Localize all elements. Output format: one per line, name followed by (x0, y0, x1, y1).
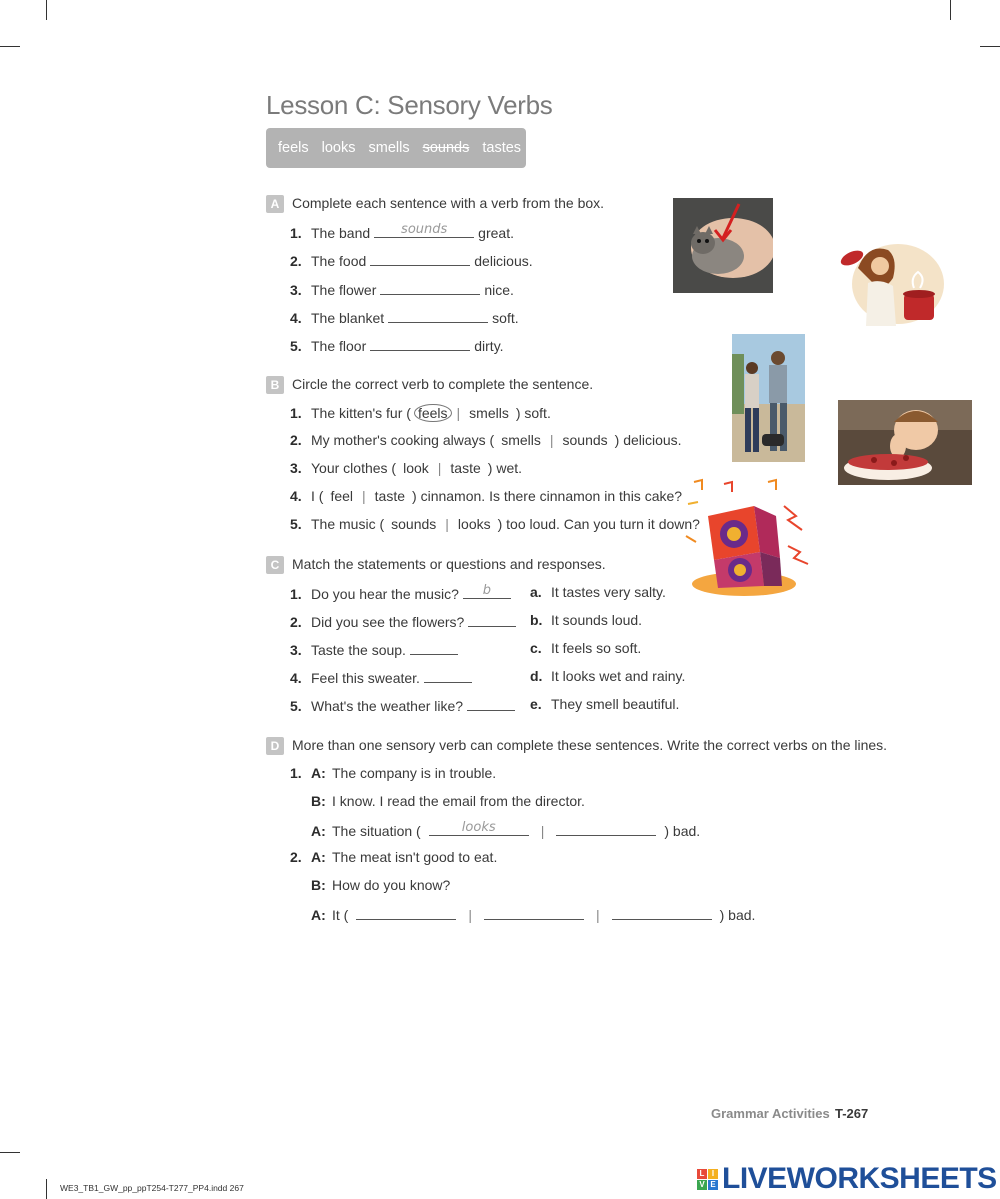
crop-mark (0, 46, 20, 47)
section-badge: C (266, 556, 284, 574)
item-text: delicious. (474, 253, 533, 269)
match-question (290, 640, 462, 658)
choice-separator: | (445, 516, 449, 532)
answer-blank[interactable] (380, 280, 480, 295)
footer-page-number: T-267 (835, 1106, 869, 1121)
item-number: 1. (290, 405, 302, 421)
dialog-text: ) bad. (719, 907, 756, 923)
answer-blank[interactable] (374, 223, 474, 238)
item-text: dirty. (474, 338, 504, 354)
answer-blank[interactable] (463, 584, 511, 599)
speaker-label: A: (311, 907, 326, 923)
answer-blank[interactable] (424, 668, 472, 683)
response-letter: e. (530, 696, 542, 712)
response-letter: b. (530, 612, 543, 628)
response-text: It feels so soft. (551, 640, 642, 656)
item-text: The blanket (311, 310, 385, 326)
crop-mark (46, 1179, 47, 1199)
item-number: 1. (290, 225, 302, 241)
speaker-label: B: (311, 793, 326, 809)
baby-cake-photo (838, 400, 972, 485)
dialog-line (290, 765, 496, 781)
word-box-item: tastes (482, 140, 522, 156)
item-text: ) delicious. (614, 432, 682, 448)
choice-separator: | (456, 405, 461, 421)
exercise-item (290, 223, 514, 241)
crop-mark (0, 1152, 20, 1153)
answer-blank[interactable] (467, 696, 515, 711)
section-instruction: Complete each sentence with a verb from the box. (292, 195, 605, 211)
dialog-line (311, 821, 700, 839)
exercise-item (290, 488, 682, 504)
item-number: 2. (290, 432, 302, 448)
brand-name: LIVEWORKSHEETS (722, 1162, 997, 1195)
dialog-text: The meat isn't good to eat. (332, 849, 498, 865)
choice-option[interactable]: smells (469, 405, 509, 421)
dialog-line (311, 793, 585, 809)
answer-blank[interactable] (388, 308, 488, 323)
logo-letter: L (697, 1169, 707, 1179)
speaker-label: A: (311, 765, 326, 781)
exercise-item (290, 432, 682, 448)
item-text: ) cinnamon. Is there cinnamon in this cake? (412, 488, 683, 504)
dialog-line (290, 849, 497, 865)
match-response (530, 640, 641, 656)
choice-separator: | (468, 907, 472, 923)
item-text: great. (478, 225, 514, 241)
answer-blank[interactable] (370, 336, 470, 351)
item-text: Do you hear the music? (311, 586, 459, 602)
item-number: 4. (290, 488, 302, 504)
choice-option[interactable]: smells (501, 432, 541, 448)
item-text: The flower (311, 282, 377, 298)
answer-blank[interactable] (429, 821, 529, 836)
answer-blank[interactable] (370, 251, 470, 266)
crop-mark (950, 0, 951, 20)
exercise-item (290, 404, 551, 422)
dialog-text: How do you know? (332, 877, 451, 893)
couple-photo (732, 334, 805, 462)
match-question (290, 696, 519, 714)
section-badge: D (266, 737, 284, 755)
item-text: nice. (484, 282, 514, 298)
item-text: What's the weather like? (311, 698, 464, 714)
section-instruction: Circle the correct verb to complete the sentence. (292, 376, 594, 392)
dialog-text: The company is in trouble. (332, 765, 497, 781)
section-instruction: Match the statements or questions and responses. (292, 556, 606, 572)
response-text: It looks wet and rainy. (551, 668, 686, 684)
response-text: It sounds loud. (551, 612, 643, 628)
answer-text: sounds (401, 222, 448, 237)
choice-separator: | (549, 432, 554, 448)
item-number: 5. (290, 516, 302, 532)
answer-blank[interactable] (484, 905, 584, 920)
section-instruction: More than one sensory verb can complete these sentences. Write the correct verbs on the lines. (292, 737, 888, 753)
speakers-illustration (684, 476, 812, 598)
item-text: Your clothes ( (311, 460, 397, 476)
word-box-item: smells (368, 140, 410, 156)
liveworksheets-logo-icon (697, 1169, 718, 1190)
exercise-item (290, 308, 519, 326)
response-letter: c. (530, 640, 542, 656)
answer-blank[interactable] (556, 821, 656, 836)
word-box-item: feels (278, 140, 309, 156)
choice-option[interactable]: taste (450, 460, 481, 476)
crop-mark (980, 46, 1000, 47)
answer-blank[interactable] (612, 905, 712, 920)
item-number: 1. (290, 765, 302, 781)
answer-blank[interactable] (410, 640, 458, 655)
dialog-line (311, 877, 450, 893)
exercise-item (290, 460, 522, 476)
file-slug: WE3_TB1_GW_pp_ppT254-T277_PP4.indd 267 (60, 1183, 244, 1193)
item-number: 5. (290, 698, 302, 714)
logo-letter: E (708, 1180, 718, 1190)
item-number: 3. (290, 460, 302, 476)
answer-text: b (482, 583, 491, 598)
item-text: The floor (311, 338, 367, 354)
choice-option-selected[interactable]: feels (414, 404, 452, 422)
response-letter: a. (530, 584, 542, 600)
item-number: 4. (290, 310, 302, 326)
match-question (290, 612, 520, 630)
item-text: The music ( (311, 516, 385, 532)
choice-separator: | (362, 488, 366, 504)
exercise-item (290, 516, 700, 532)
speaker-label: A: (311, 823, 326, 839)
exercise-item (290, 251, 533, 269)
item-number: 1. (290, 586, 302, 602)
page-title: Lesson C: Sensory Verbs (266, 90, 553, 120)
exercise-item (290, 280, 514, 298)
item-text: I ( (311, 488, 324, 504)
item-text: ) soft. (515, 405, 551, 421)
speaker-label: A: (311, 849, 326, 865)
word-box (266, 128, 526, 168)
item-text: The food (311, 253, 367, 269)
match-question (290, 668, 476, 686)
answer-blank[interactable] (356, 905, 456, 920)
match-response (530, 696, 679, 712)
woman-cooking-illustration (838, 238, 946, 326)
item-number: 2. (290, 253, 302, 269)
choice-option[interactable]: taste (374, 488, 406, 504)
choice-separator: | (595, 907, 600, 923)
section-badge: B (266, 376, 284, 394)
match-question (290, 584, 515, 602)
answer-blank[interactable] (468, 612, 516, 627)
choice-separator: | (437, 460, 442, 476)
item-text: Feel this sweater. (311, 670, 420, 686)
item-text: My mother's cooking always ( (311, 432, 495, 448)
choice-option[interactable]: look (403, 460, 429, 476)
speaker-label: B: (311, 877, 326, 893)
item-text: The band (311, 225, 371, 241)
dialog-line (311, 905, 755, 923)
choice-option[interactable]: sounds (391, 516, 437, 532)
choice-separator: | (540, 823, 545, 839)
item-number: 4. (290, 670, 302, 686)
dialog-text: ) bad. (664, 823, 701, 839)
match-response (530, 668, 685, 684)
response-text: It tastes very salty. (551, 584, 666, 600)
logo-letter: V (697, 1180, 707, 1190)
crop-mark (46, 0, 47, 20)
item-text: ) too loud. Can you turn it down? (497, 516, 700, 532)
section-badge: A (266, 195, 284, 213)
item-number: 2. (290, 849, 302, 865)
dialog-text: It ( (332, 907, 349, 923)
item-number: 3. (290, 642, 302, 658)
item-number: 5. (290, 338, 302, 354)
item-text: Taste the soup. (311, 642, 406, 658)
item-number: 3. (290, 282, 302, 298)
item-text: The kitten's fur ( (311, 405, 411, 421)
dialog-text: I know. I read the email from the director. (332, 793, 585, 809)
exercise-item (290, 336, 504, 354)
item-text: soft. (492, 310, 519, 326)
response-letter: d. (530, 668, 543, 684)
dialog-text: The situation ( (332, 823, 421, 839)
item-text: Did you see the flowers? (311, 614, 465, 630)
word-box-item-used: sounds (422, 140, 470, 156)
match-response (530, 584, 666, 600)
answer-text: looks (461, 820, 496, 835)
item-text: ) wet. (487, 460, 523, 476)
footer-section-label: Grammar Activities (711, 1106, 830, 1121)
kitten-photo (673, 198, 773, 293)
choice-option[interactable]: looks (457, 516, 491, 532)
response-text: They smell beautiful. (551, 696, 680, 712)
word-box-item: looks (321, 140, 356, 156)
logo-letter: I (708, 1169, 718, 1179)
match-response (530, 612, 642, 628)
choice-option[interactable]: feel (330, 488, 354, 504)
liveworksheets-logo[interactable] (697, 1162, 997, 1196)
choice-option[interactable]: sounds (562, 432, 608, 448)
item-number: 2. (290, 614, 302, 630)
